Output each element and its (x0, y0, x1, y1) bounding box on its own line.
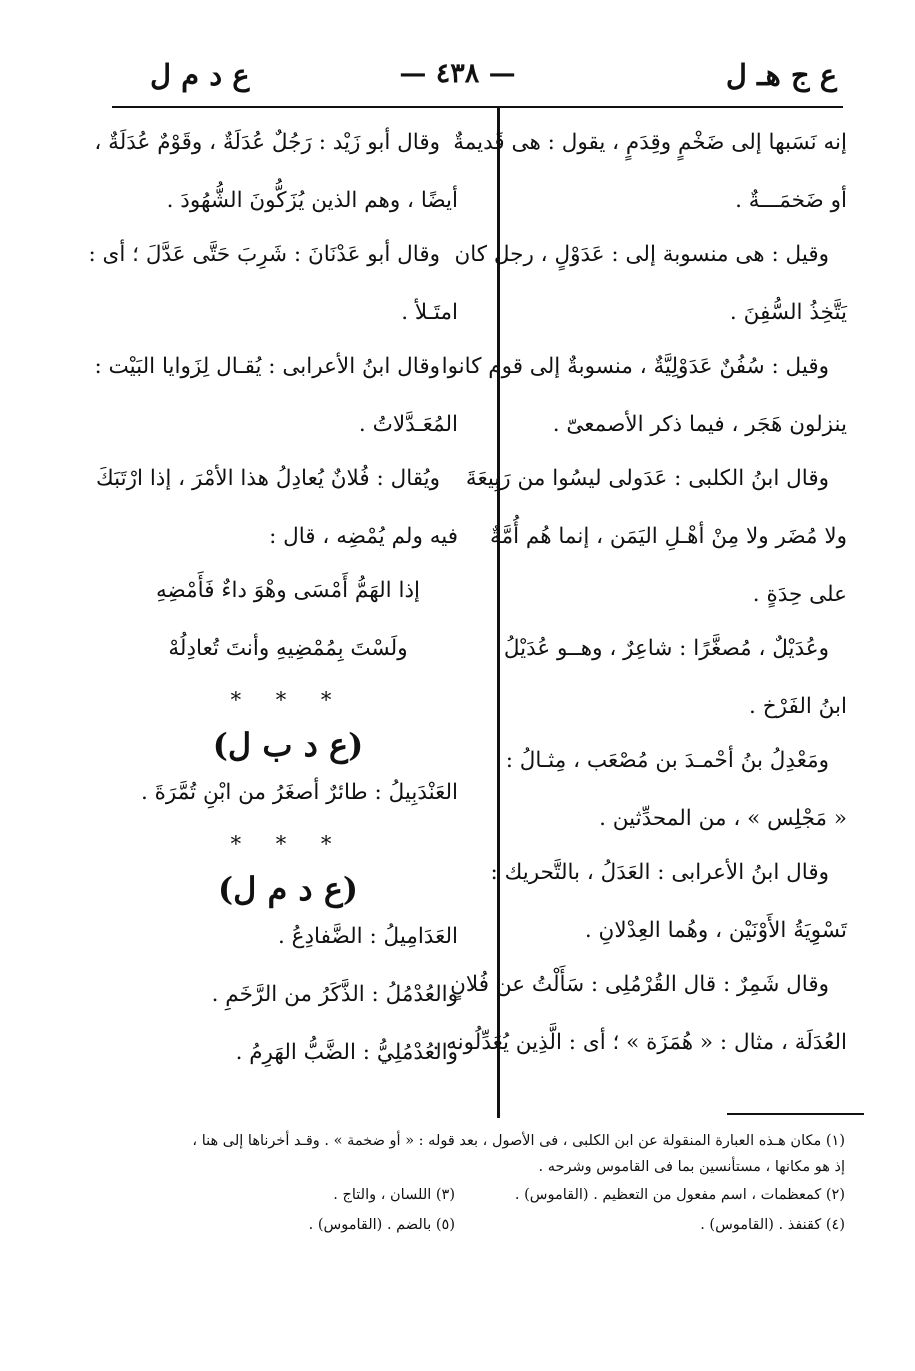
text-line: العَدَامِيلُ : الضَّفادِعُ . (277, 924, 458, 949)
entry-paragraph (94, 352, 458, 440)
section-separator: * * * (230, 832, 346, 856)
footnote-row (115, 1210, 845, 1240)
page-number: — ٤٣٨ — (399, 58, 516, 89)
text-line: ولا مُضَر ولا مِنْ أهْـلِ اليَمَن ، إنما هُم أُمَّةٌ (490, 524, 847, 549)
footnote-3: (٣) اللسان ، والتاج . (333, 1187, 455, 1203)
text-line: العُدَلَة ، مثال : « هُمَزَة » ؛ أى : الَّذِين يُعَدِّلُونه . (432, 1030, 847, 1055)
entry-paragraph (485, 746, 847, 834)
poetry-verse (118, 576, 458, 664)
text-line: وقال ابنُ الكلبى : عَدَولى ليسُوا من رَبِيعَةَ (465, 466, 829, 491)
entry-paragraph (485, 858, 847, 946)
text-line: المُعَـدَّلاتُ . (358, 412, 458, 437)
text-line: يَتَّخِذُ السُّفِنَ . (729, 300, 847, 325)
entry-paragraph (118, 922, 458, 1068)
text-line: وقال أبو عَدْنَانَ : شَرِبَ حَتَّى عَدَّلَ ؛ أى : (88, 242, 440, 267)
entry-paragraph (441, 352, 847, 440)
text-line: أو ضَخمَـــةٌ . (735, 188, 847, 213)
section-separator: * * * (230, 688, 346, 712)
text-line: العَنْدَبِيلُ : طائرٌ أصغَرُ من ابْنِ تُمَّرَةَ . (140, 780, 458, 805)
text-line: على حِدَةٍ . (752, 582, 847, 607)
text-line: وقيل : سُفُنٌ عَدَوْلِيَّةٌ ، منسوبةٌ إلى قوم كانوا (441, 354, 829, 379)
entry-paragraph (118, 778, 458, 808)
header-rule (112, 106, 843, 108)
footnote-rule (727, 1113, 864, 1115)
footnote-4: (٤) كقنفذ . (القاموس) . (700, 1217, 845, 1233)
text-line: تَسْوِيَةُ الأَوْنَيْن ، وهُما العِدْلانِ . (584, 918, 847, 943)
text-line: إنه نَسَبها إلى ضَخْمٍ وقِدَمٍ ، يقول : هى قَديمةٌ (453, 130, 847, 155)
text-line: أيضًا ، وهم الذين يُزَكُّونَ الشُّهُودَ . (166, 188, 458, 213)
entry-paragraph (465, 464, 847, 610)
text-line: وقال ابنُ الأعرابى : يُقـال لِزَوايا البَيْت : (94, 354, 440, 379)
root-heading: (ع د م ل) (217, 870, 359, 908)
text-line: « مَجْلِس » ، من المحدِّثين . (599, 806, 847, 831)
footnote-row (115, 1180, 845, 1210)
text-line: ينزلون هَجَر ، فيما ذكر الأصمعىّ . (552, 412, 847, 437)
footnote-1: (١) مكان هـذه العبارة المنقولة عن ابن الكلبى ، فى الأصول ، بعد قوله : « أو ضخمة » . وقـد أخرناها إلى هنا ، (192, 1133, 845, 1149)
footnote-2: (٢) كمعظمات ، اسم مفعول من التعظيم . (القاموس) . (514, 1187, 845, 1203)
entry-paragraph (454, 240, 847, 328)
footnotes (115, 1128, 845, 1240)
entry-paragraph (453, 128, 847, 216)
entry-paragraph (94, 128, 458, 216)
verse-hemistich: ولَسْتَ بِمُمْضِيهِ وأنتَ تُعادِلُهْ (168, 636, 408, 661)
right-column (432, 128, 847, 1082)
text-line: وقال أبو زَيْد : رَجُلٌ عُدَلَةٌ ، وقَوْمٌ عُدَلَةٌ ، (94, 130, 440, 155)
running-head-right-root: ع ج هـ ل (725, 58, 837, 92)
text-line: ابنُ الفَرْخ . (749, 694, 847, 719)
footnote-5: (٥) بالضم . (القاموس) . (308, 1217, 455, 1233)
left-column (88, 128, 458, 1092)
text-line: ومَعْدِلُ بنُ أحْمـدَ بن مُصْعَب ، مِثـالُ : (505, 748, 829, 773)
text-line: والعُدْمُلُ : الذَّكَرُ من الرَّخَمِ . (211, 982, 458, 1007)
text-line: والعُدْمُلِيُّ : الضَّبُّ الهَرِمُ . (235, 1040, 458, 1065)
text-line: وقال ابنُ الأعرابى : العَدَلُ ، بالتَّحريك : (490, 860, 829, 885)
running-head-left-root: ع د م ل (150, 58, 250, 92)
footnote-1-continuation: إذ هو مكانها ، مستأنسين بما فى القاموس وشرحه . (538, 1159, 845, 1175)
verse-hemistich: إذا الهَمُّ أَمْسَى وهْوَ داءٌ فَأَمْضِهِ (155, 578, 421, 603)
text-line: ويُقال : فُلانٌ يُعادِلُ هذا الأمْرَ ، إذا ارْتَبَكَ (96, 466, 440, 491)
entry-paragraph (432, 970, 847, 1058)
text-line: وقال شَمِرٌ : قال القُرْمُلِى : سَأَلْتُ عن فُلانٍ (450, 972, 829, 997)
text-line: فيه ولم يُمْضِه ، قال : (269, 524, 458, 549)
text-line: وعُدَيْلٌ ، مُصغَّرًا : شاعِرٌ ، وهــو عُدَيْلُ (503, 636, 829, 661)
entry-paragraph (96, 464, 458, 552)
root-heading: (ع د ب ل) (212, 726, 364, 764)
entry-paragraph (88, 240, 458, 328)
text-line: وقيل : هى منسوبة إلى : عَدَوْلٍ ، رجل كان (454, 242, 829, 267)
text-line: امتَـلأ . (401, 300, 458, 325)
entry-paragraph (485, 634, 847, 722)
